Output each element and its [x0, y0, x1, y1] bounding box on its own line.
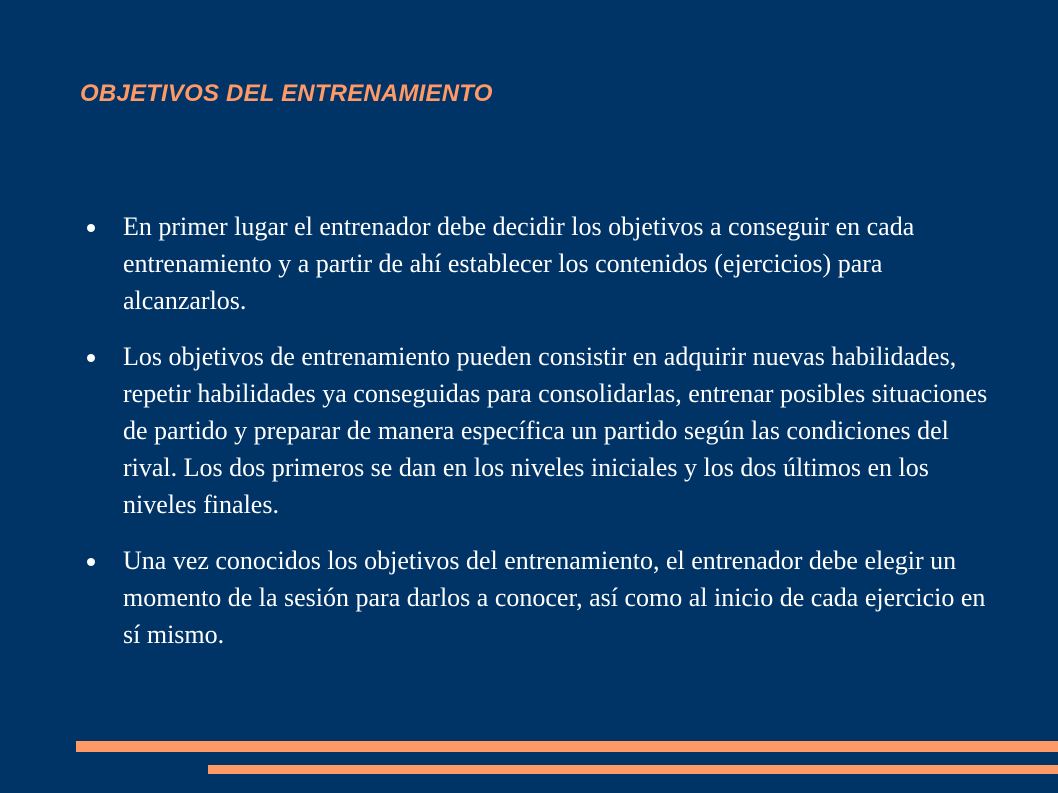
bullet-item — [86, 338, 996, 523]
decorative-bar-top — [76, 741, 1058, 752]
bullet-text: En primer lugar el entrenador debe decidir los objetivos a conseguir en cada entrenamiento y a partir de ahí establecer los contenidos (ejercicios) para alcanzarlos. — [123, 212, 915, 315]
bullet-list — [86, 208, 996, 672]
bullet-dot-icon — [87, 558, 95, 566]
bullet-text: Una vez conocidos los objetivos del entrenamiento, el entrenador debe elegir un momento de la sesión para darlos a conocer, así como al inicio de cada ejercicio en sí mismo. — [123, 546, 986, 649]
decorative-bar-bottom — [208, 765, 1058, 774]
bullet-dot-icon — [87, 354, 95, 362]
slide-title: OBJETIVOS DEL ENTRENAMIENTO — [80, 80, 493, 107]
bullet-item — [86, 208, 996, 319]
bullet-dot-icon — [87, 224, 95, 232]
bullet-item — [86, 542, 996, 653]
bullet-text: Los objetivos de entrenamiento pueden consistir en adquirir nuevas habilidades, repetir habilidades ya conseguidas para consolidarlas, entrenar posibles situaciones de partido y preparar de manera específica un partido según las condiciones del rival. Los dos primeros se dan en los niveles iniciales y los dos últimos en los niveles finales. — [123, 342, 988, 519]
